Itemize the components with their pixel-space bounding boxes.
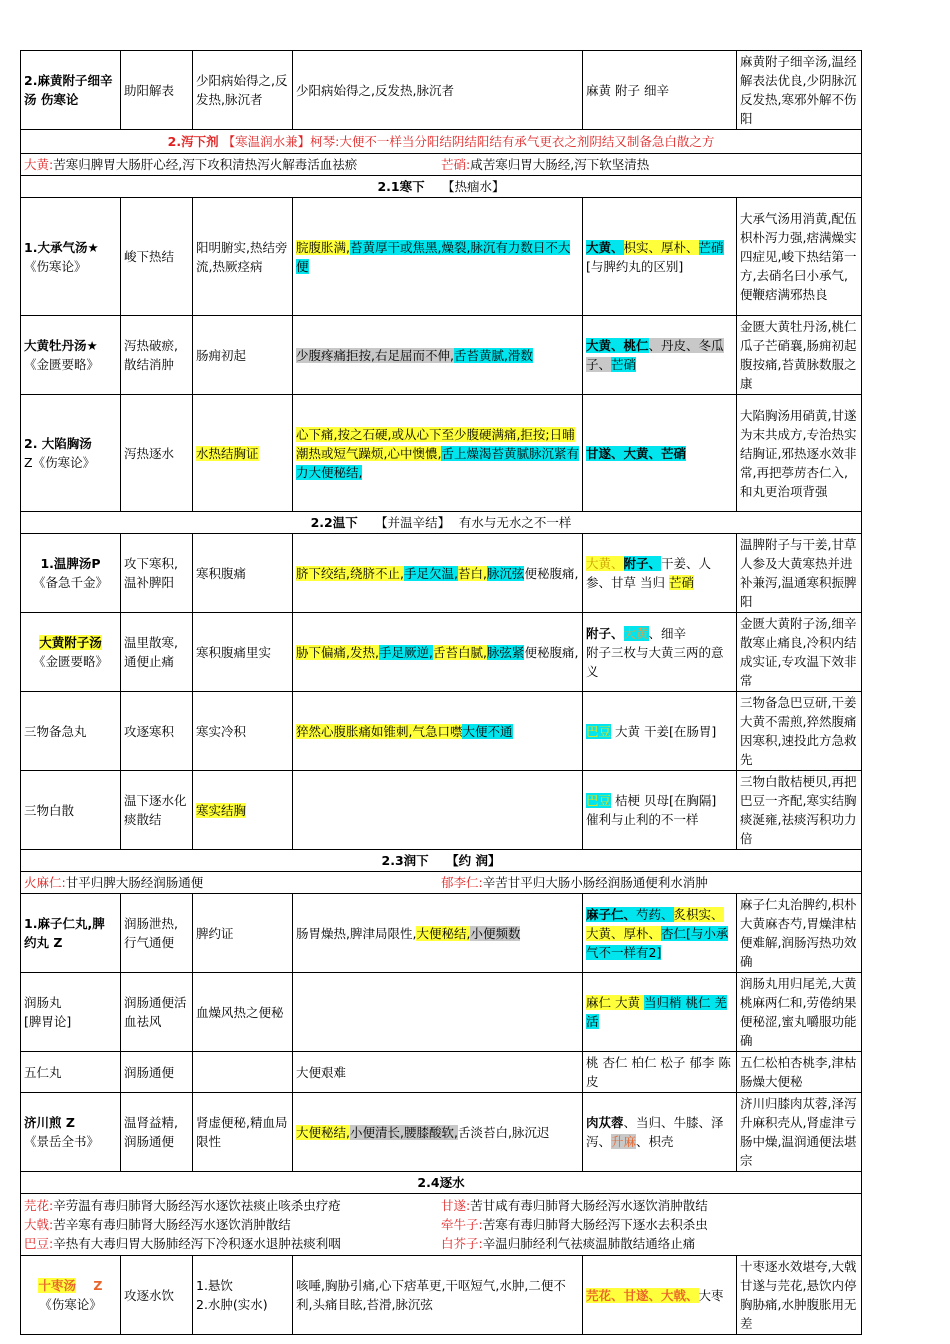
- symptom-highlight: 脘腹胀满,: [296, 239, 350, 255]
- formula-indication: 肠痈初起: [193, 316, 293, 395]
- formula-name: 五仁丸: [21, 1052, 121, 1093]
- symptom-text: 肠胃燥热,脾津局限性,: [296, 925, 417, 941]
- herb-name: 芫花:: [24, 1198, 54, 1213]
- subsection-tag: 【热痼水】: [442, 179, 505, 194]
- formula-song: 金匮大黄附子汤,细辛散寒止痛良,冷积内结成实证,专攻温下效非常: [737, 613, 862, 692]
- formula-symptoms: [293, 198, 583, 316]
- symptom-highlight: 手足欠温,: [403, 565, 458, 581]
- formula-herbs: [583, 771, 737, 850]
- herb-highlight: 当归梢 桃仁 羌活: [586, 995, 727, 1029]
- formula-herbs: [583, 613, 737, 692]
- symptom-highlight: 苔白,: [457, 565, 487, 581]
- subsection-header-wenxia: [21, 512, 862, 534]
- herb-text: 肉苁蓉: [586, 1115, 624, 1130]
- herb-note: 催利与止利的不一样: [586, 812, 699, 827]
- formula-source: [脾胃论]: [24, 1014, 72, 1029]
- formula-song: 麻子仁丸治脾约,枳朴大黄麻杏芍,胃燥津枯便难解,润肠泻热功效确: [737, 894, 862, 973]
- row-dahuang-fuzi: [21, 613, 862, 692]
- herb-highlight: 枳实、厚朴、: [623, 239, 699, 255]
- herb-info: [21, 154, 862, 176]
- formula-herbs: [583, 198, 737, 316]
- formula-herbs: [583, 973, 737, 1052]
- formula-indication: 寒积腹痛: [193, 534, 293, 613]
- formula-herbs: [583, 534, 737, 613]
- indication-highlight: 寒实结胸: [196, 802, 247, 818]
- herb-info: [21, 1194, 862, 1256]
- symptom-highlight: 舌上燥渴苔黄腻脉沉紧有力大便秘结,: [296, 445, 579, 480]
- formula-effect: 温肾益精,润肠通便: [121, 1093, 193, 1172]
- formula-name: [21, 613, 121, 692]
- formula-name-text: 大黄附子汤: [39, 635, 102, 650]
- herb-highlight: 芒硝: [668, 575, 694, 590]
- herb-highlight: 大黄、: [586, 556, 624, 571]
- formula-name: 1.麻子仁丸,脾约丸 Z: [21, 894, 121, 973]
- formula-song: 金匮大黄牡丹汤,桃仁瓜子芒硝襄,肠痈初起腹按痛,苔黄脉数服之康: [737, 316, 862, 395]
- herb-highlight: 芫花、甘遂、大戟、: [586, 1287, 699, 1303]
- formula-herbs: [583, 395, 737, 512]
- herb-highlight: 附子、: [623, 556, 662, 571]
- formula-song: 十枣逐水效堪夸,大戟甘遂与芫花,悬饮内停胸胁痛,水肿腹胀用无差: [737, 1256, 862, 1335]
- herb-desc: 甘平归脾大肠经润肠通便: [65, 875, 204, 890]
- symptom-highlight: 小便频数: [470, 925, 521, 941]
- herb-text: 附子、: [586, 625, 624, 641]
- herb-highlight: 大黄: [623, 625, 649, 641]
- herb-highlight: [与小承气不一样有2]: [586, 925, 729, 960]
- symptom-highlight: 手足厥逆,: [378, 644, 433, 660]
- formula-indication: 血燥风热之便秘: [193, 973, 293, 1052]
- subsection-title: [21, 1172, 862, 1194]
- formula-symptoms: [293, 1093, 583, 1172]
- herb-highlight: 甘遂、大黄、芒硝: [586, 445, 687, 461]
- formula-symptoms: [293, 395, 583, 512]
- row-sanwu-beiji: [21, 692, 862, 771]
- herb-name: 巴豆:: [24, 1236, 54, 1251]
- herb-highlight: 巴豆: [586, 793, 612, 808]
- formula-effect: 温里散寒,通便止痛: [121, 613, 193, 692]
- herb-name: 白芥子:: [441, 1236, 483, 1251]
- formula-indication: [193, 1052, 293, 1093]
- herb-desc: 苦辛寒有毒归肺肾大肠经泻水逐饮消肿散结: [53, 1217, 291, 1232]
- subsection-title: [21, 512, 862, 534]
- formula-effect: 攻下寒积,温补脾阳: [121, 534, 193, 613]
- herb-note: 附子三枚与大黄三两的意义: [586, 644, 724, 679]
- subsection-tag: 【并温辛结】: [375, 515, 451, 530]
- formula-song: 三物备急巴豆研,干姜大黄不需煎,猝然腹痛因寒积,速投此方急救先: [737, 692, 862, 771]
- subsection-title-text: 2.4逐水: [417, 1175, 465, 1190]
- formula-source: 《金匮要略》: [24, 357, 100, 372]
- symptom-highlight: 猝然心腹胀痛如锥刺,气急口噤: [296, 723, 463, 739]
- formula-indication: 少阳病始得之,反发热,脉沉者: [193, 51, 293, 130]
- formula-source: 《伤寒论》: [39, 1297, 102, 1312]
- formula-effect: 润肠泄热,行气通便: [121, 894, 193, 973]
- formula-name: [21, 1256, 121, 1335]
- herb-info-row: [21, 154, 862, 176]
- herb-name: 大黄:: [24, 157, 54, 172]
- symptom-highlight: 舌苔白腻,: [432, 644, 487, 660]
- formula-name-text: 济川煎 Z: [24, 1115, 75, 1130]
- symptom-highlight: 大便秘结,: [296, 1124, 350, 1140]
- row-wuren: [21, 1052, 862, 1093]
- herb-highlight: 大黄、桃仁: [586, 338, 649, 353]
- formula-herbs: [583, 316, 737, 395]
- row-dachengqi: [21, 198, 862, 316]
- subsection-header-hanxia: [21, 176, 862, 198]
- herb-name: 甘遂:: [441, 1198, 471, 1213]
- herb-text: 、当归、牛膝、泽泻、: [586, 1115, 724, 1149]
- formula-name-text: 润肠丸: [24, 995, 62, 1010]
- formula-indication: 寒积腹痛里实: [193, 613, 293, 692]
- formula-name: 三物白散: [21, 771, 121, 850]
- formula-name: [21, 534, 121, 613]
- herb-desc: 苦甘咸有毒归肺肾大肠经泻水逐饮消肿散结: [470, 1198, 708, 1213]
- formula-effect: 泻热破瘀,散结消肿: [121, 316, 193, 395]
- formula-name: 2.麻黄附子细辛汤 伤寒论: [21, 51, 121, 130]
- herb-highlight: 巴豆: [586, 723, 612, 739]
- formula-indication: [193, 395, 293, 512]
- formula-name: [21, 198, 121, 316]
- section-note: 柯琴:大便不一样当分阳结阴结阳结有承气更衣之剂阴结又制备急白散之方: [310, 134, 715, 149]
- formula-herbs: [583, 1093, 737, 1172]
- formula-herbs: 麻黄 附子 细辛: [583, 51, 737, 130]
- formula-indication: [193, 1256, 293, 1335]
- formula-source: 《金匮要略》: [32, 654, 108, 669]
- row-wenpi: [21, 534, 862, 613]
- formula-indication: 阳明腑实,热结旁流,热厥痉病: [193, 198, 293, 316]
- formula-effect: 润肠通便: [121, 1052, 193, 1093]
- herb-text: 、细辛: [648, 625, 687, 641]
- formula-table: [20, 50, 862, 1335]
- formula-symptoms: 少阳病始得之,反发热,脉沉者: [293, 51, 583, 130]
- section-tag: 【寒温润水兼】: [222, 134, 311, 149]
- symptom-highlight: 少腹疼痛拒按,右足屈而不伸,: [296, 347, 454, 363]
- herb-desc: 辛苦甘平归大肠小肠经润肠通便利水消肿: [482, 875, 708, 890]
- herb-text: 桔梗 贝母[在胸隔]: [611, 793, 717, 808]
- section-title: [21, 130, 862, 154]
- formula-source: 《伤寒论》: [24, 258, 87, 274]
- herb-name: 大戟:: [24, 1217, 54, 1232]
- formula-song: 麻黄附子细辛汤,温经解表法优良,少阴脉沉反发热,寒邪外解不伤阳: [737, 51, 862, 130]
- formula-name-text: 十枣汤: [38, 1278, 76, 1293]
- row-daxianxiong: [21, 395, 862, 512]
- subsection-title-text: 2.2温下: [310, 515, 358, 530]
- herb-highlight: 大黄、: [586, 239, 624, 255]
- formula-symptoms: 咳唾,胸胁引痛,心下痞革更,干呕短气,水肿,二便不利,头痛目眩,苔滑,脉沉弦: [293, 1256, 583, 1335]
- symptom-highlight: 心下痛,按之石硬,或从心下至少腹硬满痛,拒按;日晡潮热或短气躁烦,心中懊憹,: [296, 426, 575, 461]
- formula-effect: 温下逐水化痰散结: [121, 771, 193, 850]
- symptom-highlight: 小便清长,腰膝酸软,: [349, 1124, 458, 1140]
- formula-effect: 攻逐水饮: [121, 1256, 193, 1335]
- formula-herbs: [583, 692, 737, 771]
- herb-highlight: 芍药、: [636, 906, 674, 922]
- row-runchang: [21, 973, 862, 1052]
- formula-name: [21, 973, 121, 1052]
- formula-symptoms: [293, 316, 583, 395]
- formula-name-text: 2. 大陷胸汤: [24, 436, 92, 451]
- herb-highlight: 炙枳实、大黄、厚朴、: [586, 906, 724, 941]
- formula-mark: Z: [93, 1278, 103, 1293]
- symptom-highlight: 大便不通: [462, 723, 513, 739]
- formula-name-text: 大黄牡丹汤★: [24, 338, 98, 353]
- formula-symptoms: 大便艰难: [293, 1052, 583, 1093]
- herb-highlight: 芒硝: [698, 239, 724, 255]
- symptom-highlight: 脉弦紧: [486, 644, 525, 660]
- herb-info-row: [21, 1194, 862, 1256]
- formula-song: 三物白散桔梗贝,再把巴豆一齐配,寒实结胸痰涎雍,祛痰泻积功力倍: [737, 771, 862, 850]
- subsection-header-runxia: [21, 850, 862, 872]
- herb-highlight: 芒硝: [611, 357, 637, 372]
- herb-desc: 苦寒归脾胃大肠肝心经,泻下攻积清热泻火解毒活血祛瘀: [53, 157, 358, 172]
- formula-effect: 泻热逐水: [121, 395, 193, 512]
- subsection-note: 有水与无水之不一样: [458, 515, 572, 530]
- subsection-title: [21, 176, 862, 198]
- formula-source: Z《伤寒论》: [24, 455, 96, 470]
- formula-indication: 寒实冷积: [193, 692, 293, 771]
- herb-highlight: 升麻: [611, 1134, 637, 1149]
- formula-song: 大承气汤用消黄,配伍枳朴泻力强,痞满燥实四症见,峻下热结第一方,去硝名曰小承气,便鞭痞满邪热良: [737, 198, 862, 316]
- row-sanwu-baisan: [21, 771, 862, 850]
- row-jichuan: [21, 1093, 862, 1172]
- herb-info-row: [21, 872, 862, 894]
- herb-text: 大黄 干姜[在肠胃]: [611, 723, 717, 739]
- herb-name: 芒硝:: [441, 157, 471, 172]
- herb-highlight: 、丹皮、冬瓜子、: [586, 338, 724, 372]
- formula-source: 《景岳全书》: [24, 1134, 100, 1149]
- formula-song: 大陷胸汤用硝黄,甘遂为末共成方,专治热实结胸证,邪热逐水效非常,再把葶苈杏仁入,和丸更治项背强: [737, 395, 862, 512]
- subsection-title-text: 2.3润下: [381, 853, 429, 868]
- formula-song: 润肠丸用归尾羌,大黄桃麻两仁和,劳倦纳果便秘涩,蜜丸嚼服功能确: [737, 973, 862, 1052]
- formula-symptoms: [293, 692, 583, 771]
- formula-song: 五仁松柏杏桃李,津枯肠燥大便秘: [737, 1052, 862, 1093]
- formula-indication: 脾约证: [193, 894, 293, 973]
- formula-symptoms: [293, 973, 583, 1052]
- herb-desc: 苦寒有毒归肺肾大肠经泻下逐水去积杀虫: [482, 1217, 708, 1232]
- symptom-text: 便秘腹痛,: [524, 565, 579, 581]
- herb-desc: 辛温归肺经利气祛痰温肺散结通络止痛: [482, 1236, 696, 1251]
- herb-desc: 辛劳温有毒归肺肾大肠经泻水逐饮祛痰止咳杀虫疗疮: [53, 1198, 341, 1213]
- herb-text: 大枣: [698, 1287, 724, 1303]
- herb-highlight: 麻子仁、: [586, 906, 637, 922]
- symptom-highlight: 大便秘结,: [416, 925, 471, 941]
- formula-name: [21, 1093, 121, 1172]
- herb-name: 郁李仁:: [441, 875, 483, 890]
- symptom-highlight: 脐下绞结,绕脐不止,: [296, 565, 404, 581]
- formula-effect: 峻下热结: [121, 198, 193, 316]
- formula-indication: 肾虚便秘,精血局限性: [193, 1093, 293, 1172]
- herb-highlight: 麻仁 大黄: [586, 995, 644, 1010]
- indication-highlight: 水热结胸证: [196, 445, 259, 461]
- formula-symptoms: [293, 771, 583, 850]
- formula-name-text: 1.大承气汤★: [24, 239, 99, 255]
- formula-name-text: 1.温脾汤P: [40, 556, 101, 571]
- formula-song: 温脾附子与干姜,甘草人参及大黄寒热并进补兼泻,温通寒积振脾阳: [737, 534, 862, 613]
- subsection-title: [21, 850, 862, 872]
- herb-name: 牵牛子:: [441, 1217, 483, 1232]
- symptom-highlight: 苔黄厚干或焦黑,燥裂,脉沉有力数日不大便: [296, 239, 571, 274]
- formula-herbs: 桃 杏仁 柏仁 松子 郁李 陈皮: [583, 1052, 737, 1093]
- formula-name: 三物备急丸: [21, 692, 121, 771]
- formula-name: [21, 395, 121, 512]
- formula-effect: 攻逐寒积: [121, 692, 193, 771]
- herb-info: [21, 872, 862, 894]
- formula-source: 《备急千金》: [32, 575, 108, 590]
- formula-symptoms: [293, 894, 583, 973]
- symptom-highlight: 胁下偏痛,发热,: [296, 644, 379, 660]
- section-header-xiexia: [21, 130, 862, 154]
- symptom-text: 便秘腹痛,: [524, 644, 579, 660]
- formula-name: [21, 316, 121, 395]
- herb-desc: 辛热有大毒归胃大肠肺经泻下冷积逐水退肿祛痰利咽: [53, 1236, 341, 1251]
- subsection-tag: 【约 润】: [446, 853, 501, 868]
- formula-indication: [193, 771, 293, 850]
- herb-desc: 咸苦寒归胃大肠经,泻下软坚清热: [470, 157, 650, 172]
- herb-name: 火麻仁:: [24, 875, 66, 890]
- herb-note: [与脾约丸的区别]: [586, 258, 684, 274]
- row-mahuang-fuzi-xixin: [21, 51, 862, 130]
- formula-effect: 润肠通便活血祛风: [121, 973, 193, 1052]
- formula-song: 济川归膝肉苁蓉,泽泻升麻积壳从,肾虚津亏肠中燥,温润通便法堪宗: [737, 1093, 862, 1172]
- formula-symptoms: [293, 534, 583, 613]
- row-maziren: [21, 894, 862, 973]
- symptom-highlight: 脉沉弦: [486, 565, 525, 581]
- formula-effect: 助阳解表: [121, 51, 193, 130]
- section-title-text: 2.泻下剂: [167, 134, 219, 149]
- subsection-title-text: 2.1寒下: [377, 179, 425, 194]
- symptom-text: 舌淡苔白,脉沉迟: [457, 1124, 550, 1140]
- indication-item: 1.悬饮: [196, 1278, 233, 1293]
- symptom-highlight: 舌苔黄腻,滑数: [453, 347, 533, 363]
- herb-text: 干姜、人参、甘草 当归: [586, 556, 712, 590]
- herb-text: 、枳壳: [636, 1134, 674, 1149]
- formula-herbs: [583, 894, 737, 973]
- subsection-header-zhushui: [21, 1172, 862, 1194]
- formula-herbs: [583, 1256, 737, 1335]
- row-shizao: [21, 1256, 862, 1335]
- formula-symptoms: [293, 613, 583, 692]
- herb-highlight: 杏仁: [661, 925, 687, 941]
- row-dahuang-mudan: [21, 316, 862, 395]
- indication-item: 2.水肿(实水): [196, 1297, 268, 1312]
